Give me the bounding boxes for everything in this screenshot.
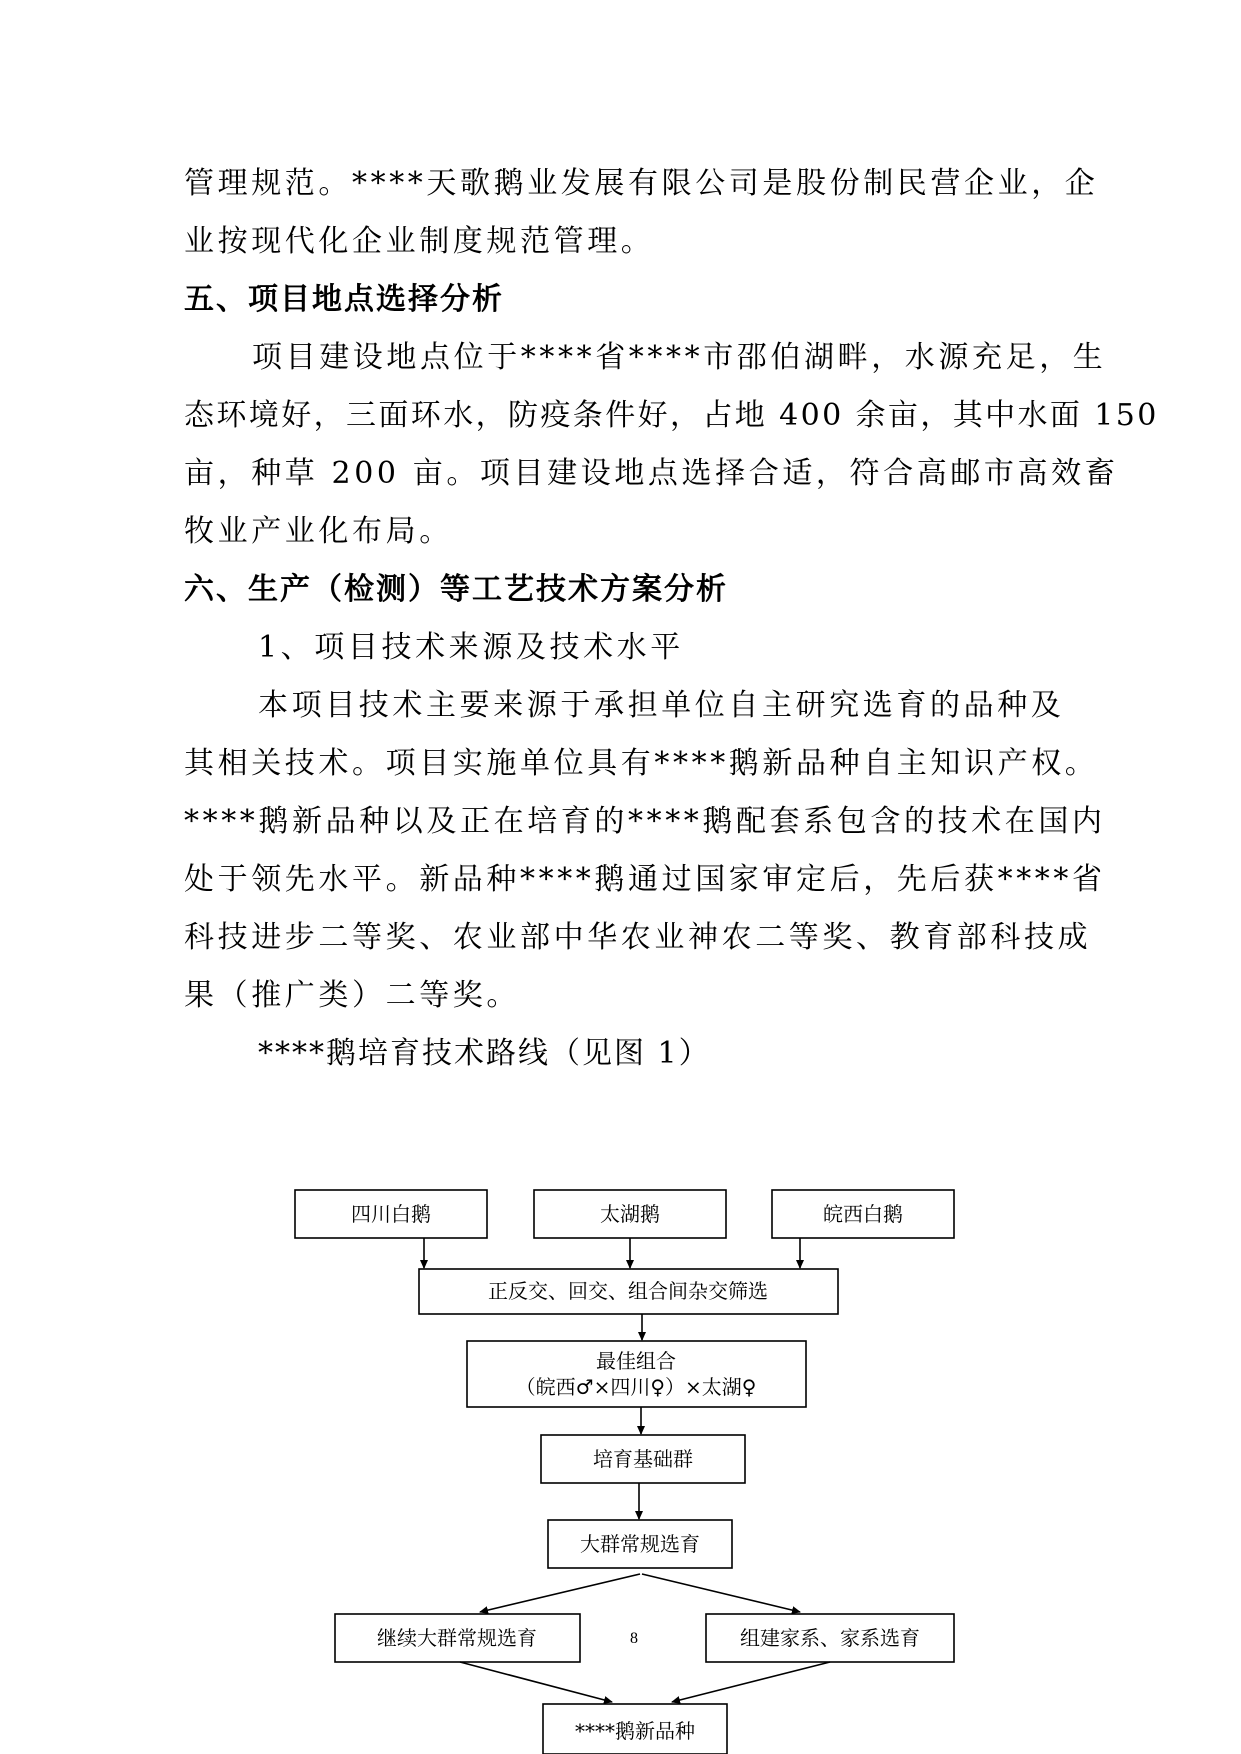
box-select-label: 大群常规选育: [580, 1532, 700, 1556]
paragraph-line: 业按现代化企业制度规范管理。: [184, 224, 655, 259]
box-best-label-1: 最佳组合: [596, 1349, 676, 1373]
box-taihu: [534, 1190, 726, 1238]
section-heading-6: 六、生产（检测）等工艺技术方案分析: [184, 572, 728, 607]
paragraph-line: 本项目技术主要来源于承担单位自主研究选育的品种及: [258, 688, 1065, 723]
box-new-breed: [543, 1704, 727, 1754]
paragraph-line: ****鹅新品种以及正在培育的****鹅配套系包含的技术在国内: [184, 804, 1106, 839]
paragraph-line: 科技进步二等奖、农业部中华农业神农二等奖、教育部科技成: [184, 920, 1092, 955]
box-new-breed-label: ****鹅新品种: [575, 1719, 695, 1743]
box-best-label-2: （皖西♂×四川♀）×太湖♀: [515, 1375, 757, 1399]
box-base: [541, 1435, 745, 1483]
box-base-label: 培育基础群: [593, 1447, 693, 1471]
arrow-select-to-continue: [480, 1574, 640, 1612]
arrow-family-to-new: [672, 1662, 830, 1702]
paragraph-line: 亩，种草 200 亩。项目建设地点选择合适，符合高邮市高效畜: [184, 456, 1119, 491]
paragraph-line: 项目建设地点位于****省****市邵伯湖畔，水源充足，生: [252, 340, 1107, 375]
arrow-continue-to-new: [460, 1662, 612, 1702]
box-sichuan-label: 四川白鹅: [351, 1202, 431, 1226]
paragraph-line: 态环境好，三面环水，防疫条件好，占地 400 余亩，其中水面 150: [184, 398, 1159, 433]
page-number: 8: [630, 1630, 638, 1647]
paragraph-line: 管理规范。****天歌鹅业发展有限公司是股份制民营企业，企: [184, 166, 1099, 201]
box-continue-label: 继续大群常规选育: [377, 1626, 537, 1650]
paragraph-line: 果（推广类）二等奖。: [184, 978, 520, 1013]
box-wanxi-label: 皖西白鹅: [823, 1202, 903, 1226]
paragraph-line: 其相关技术。项目实施单位具有****鹅新品种自主知识产权。: [184, 746, 1099, 781]
box-cross: [419, 1269, 838, 1314]
box-sichuan: [295, 1190, 487, 1238]
box-taihu-label: 太湖鹅: [600, 1202, 660, 1226]
box-best: [467, 1341, 806, 1407]
paragraph-line: 处于领先水平。新品种****鹅通过国家审定后，先后获****省: [184, 862, 1106, 897]
box-select: [548, 1520, 732, 1568]
box-wanxi: [772, 1190, 954, 1238]
box-family-label: 组建家系、家系选育: [740, 1626, 920, 1650]
subheading: 1、项目技术来源及技术水平: [258, 630, 684, 665]
figure-title: ****鹅培育技术路线（见图 1）: [258, 1036, 711, 1071]
box-continue: [335, 1614, 580, 1662]
box-cross-label: 正反交、回交、组合间杂交筛选: [488, 1279, 768, 1303]
paragraph-line: 牧业产业化布局。: [184, 514, 453, 549]
section-heading-5: 五、项目地点选择分析: [184, 282, 504, 317]
arrow-select-to-family: [642, 1574, 800, 1612]
box-family: [706, 1614, 954, 1662]
